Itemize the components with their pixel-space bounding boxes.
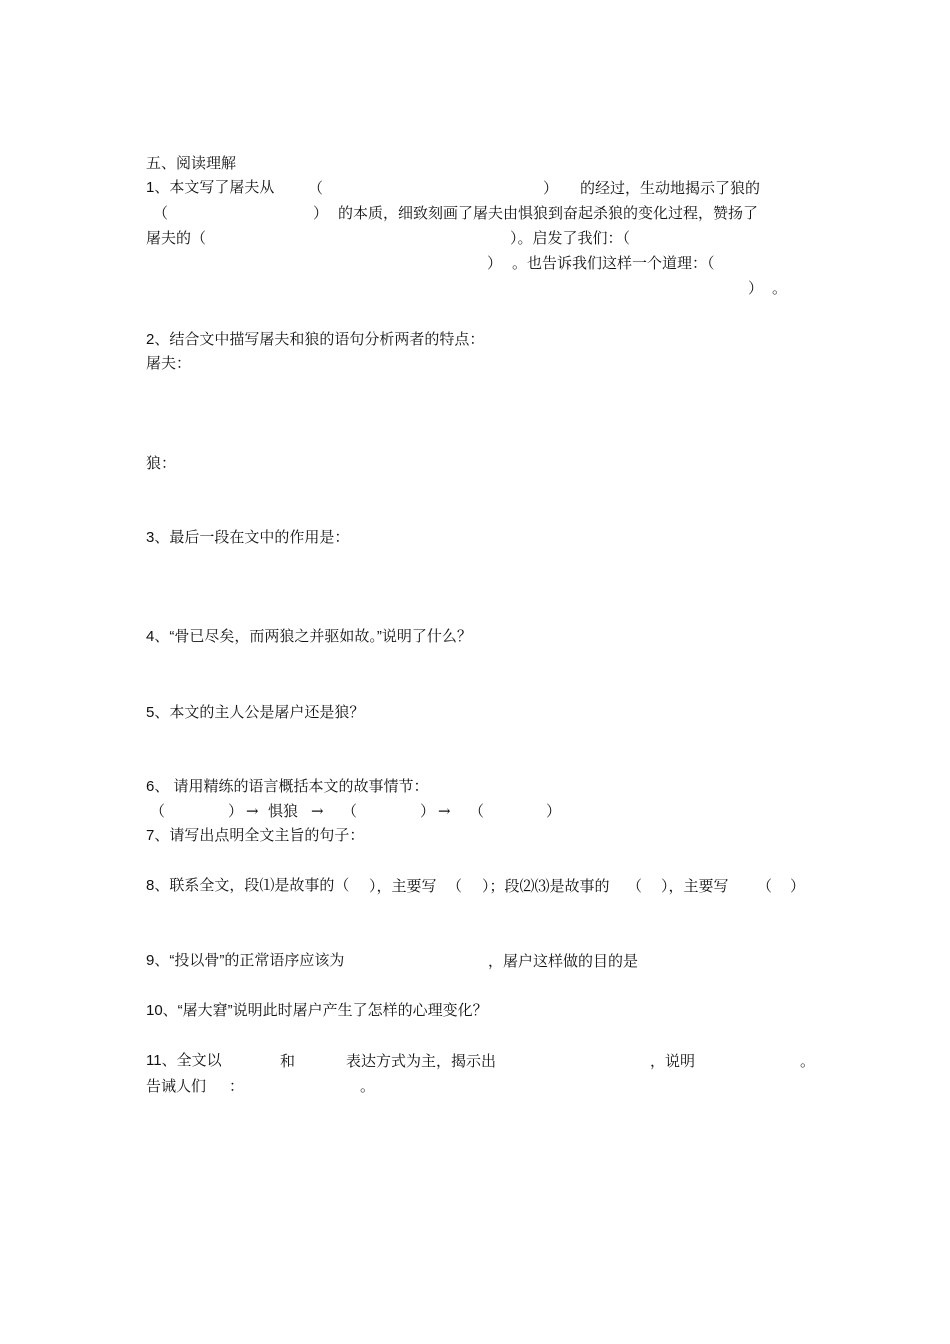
question-5: 5、本文的主人公是屠户还是狼？ [146, 704, 365, 721]
question-2-prompt: 2、结合文中描写屠夫和狼的语句分析两者的特点： [146, 331, 485, 348]
q1-blank2-close: ） [313, 204, 329, 222]
q6-blank1-open: （ [150, 802, 166, 820]
q8-part-f: ），主要写 [661, 877, 729, 895]
q1-blank2-open: （ [153, 204, 169, 222]
section-title: 五、阅读理解 [146, 154, 237, 172]
q11-part-d: ，说明 [650, 1052, 696, 1070]
q1-line1-start: 1、本文写了屠夫从 [146, 179, 275, 196]
question-4: 4、“骨已尽矣，而两狼之并驱如故。”说明了什么？ [146, 628, 472, 645]
q11-part-f: 告诫人们 [146, 1077, 207, 1095]
q8-part-a: 8、联系全文，段⑴是故事的（ [146, 877, 350, 894]
question-3: 3、最后一段在文中的作用是： [146, 529, 350, 546]
q1-line4-text: 。也告诉我们这样一个道理：（ [512, 254, 715, 272]
q1-end-period: 。 [772, 279, 788, 297]
q6-blank3-open: （ [469, 802, 485, 820]
arrow-right-icon: → [438, 802, 451, 820]
arrow-right-icon: → [246, 802, 259, 820]
q1-line3-start: 屠夫的（ [146, 229, 207, 247]
q8-part-c: （ [447, 877, 463, 895]
question-7: 7、请写出点明全文主旨的句子： [146, 827, 365, 844]
q6-blank1-close: ） [228, 802, 244, 820]
q8-part-g: （ [757, 877, 773, 895]
q8-part-h: ） [790, 877, 806, 895]
question-2-wolf-label: 狼： [146, 454, 177, 472]
q6-blank2-close: ） [420, 802, 436, 820]
question-6-prompt: 6、 请用精练的语言概括本文的故事情节： [146, 778, 429, 795]
q6-blank3-close: ） [546, 802, 562, 820]
question-2-butcher-label: 屠夫： [146, 354, 192, 372]
q11-part-g: ： [229, 1077, 245, 1095]
q1-blank1-open: （ [308, 179, 324, 197]
q8-part-d: ）；段⑵⑶是故事的 [482, 877, 610, 895]
q1-blank1-close: ） [543, 179, 559, 197]
q11-part-a: 11、全文以 [146, 1052, 222, 1069]
q11-part-c: 表达方式为主，揭示出 [346, 1052, 497, 1070]
q1-line2-text: 的本质，细致刻画了屠夫由惧狼到奋起杀狼的变化过程，赞扬了 [338, 204, 759, 222]
q1-line1-end: 的经过，生动地揭示了狼的 [580, 179, 761, 197]
q11-part-e: 。 [800, 1052, 816, 1070]
q11-part-b: 和 [280, 1052, 296, 1070]
q8-part-b: ），主要写 [369, 877, 437, 895]
q8-part-e: （ [627, 877, 643, 895]
q6-blank2-open: （ [342, 802, 358, 820]
q9-part-a: 9、“投以骨”的正常语序应该为 [146, 952, 345, 969]
q6-fixed-step: 惧狼 [268, 802, 299, 820]
q1-line3-end: ）。启发了我们：（ [510, 229, 631, 247]
arrow-right-icon: → [311, 802, 324, 820]
q9-part-b: ，屠户这样做的目的是 [488, 952, 639, 970]
q11-part-h: 。 [360, 1077, 376, 1095]
q1-blank4-close: ） [487, 254, 503, 272]
question-10: 10、“屠大窘”说明此时屠户产生了怎样的心理变化？ [146, 1002, 488, 1019]
q1-blank5-close: ） [748, 279, 764, 297]
